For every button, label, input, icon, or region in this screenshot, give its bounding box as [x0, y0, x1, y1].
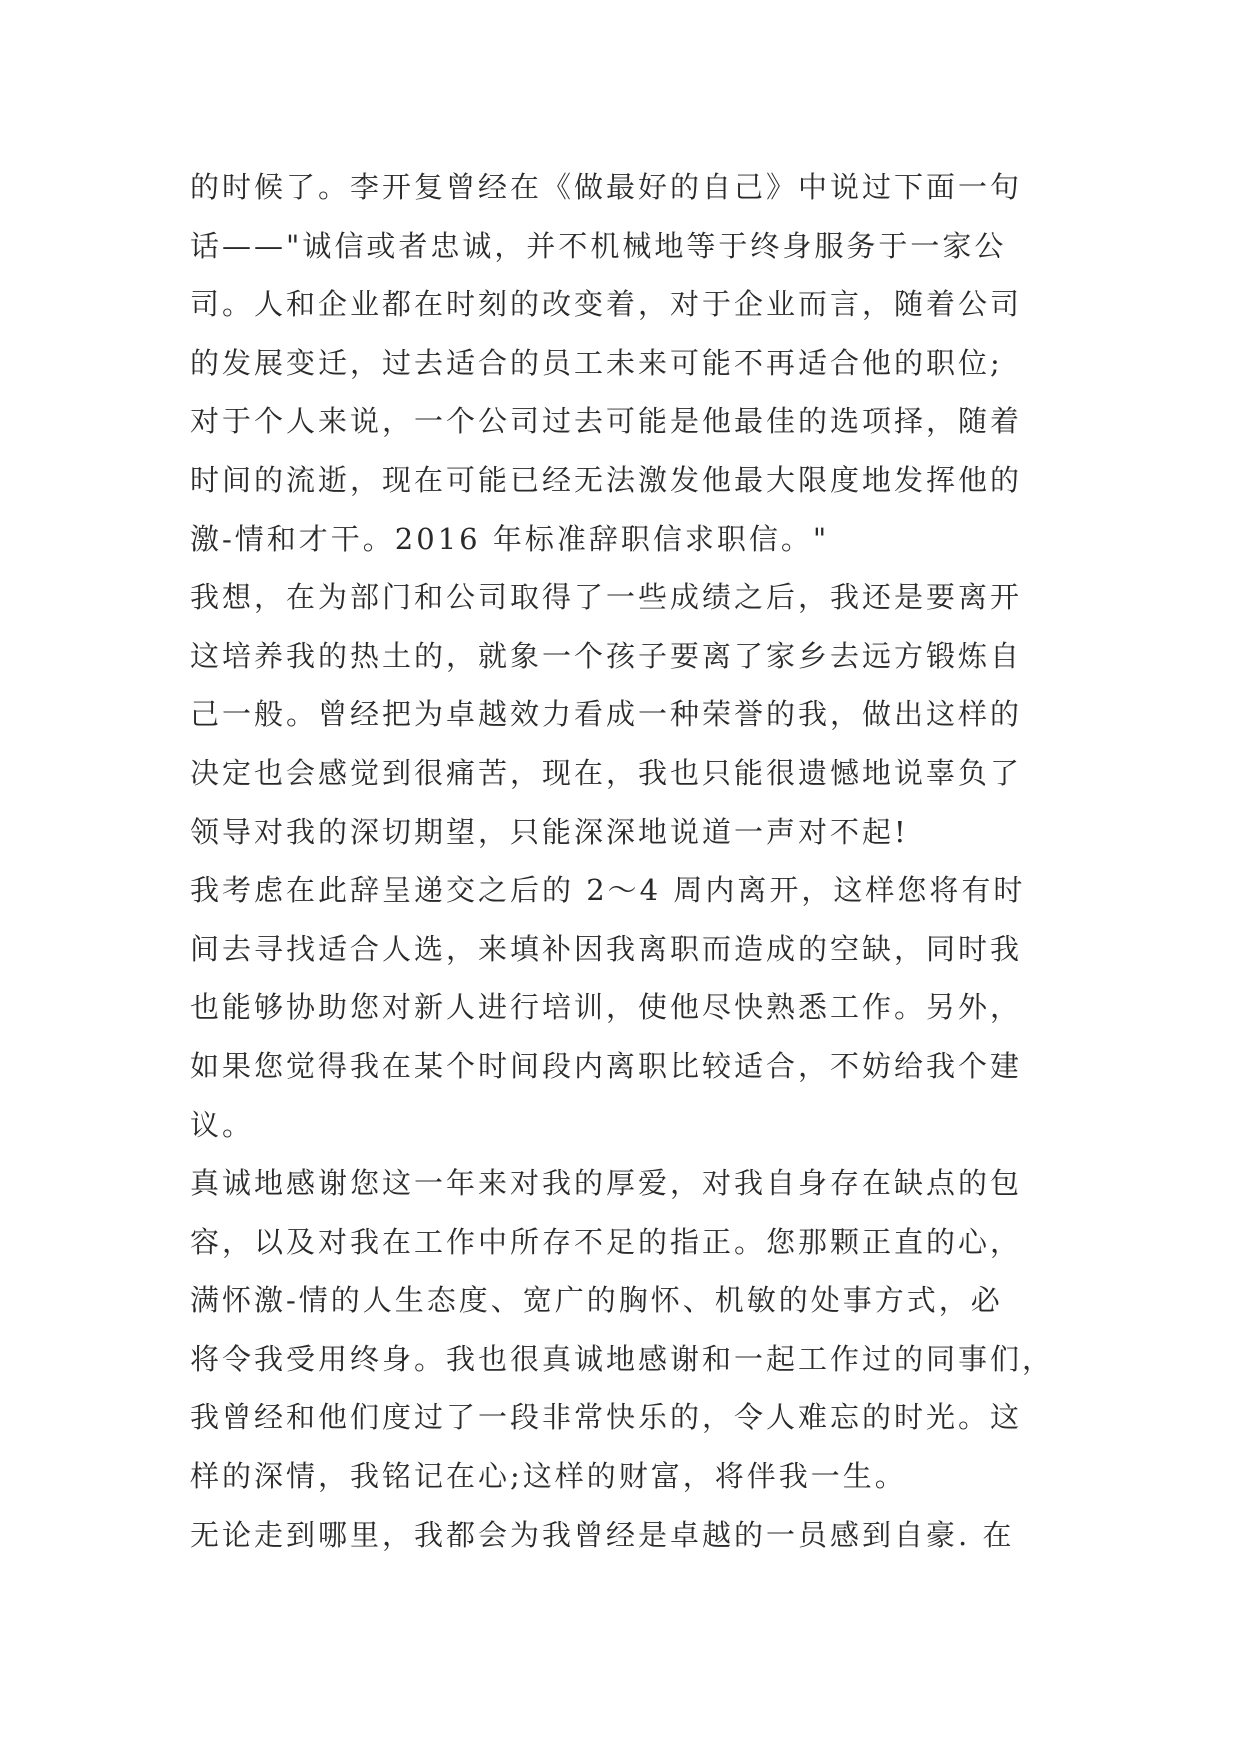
text-line: 己一般。曾经把为卓越效力看成一种荣誉的我，做出这样的: [190, 697, 1023, 732]
text-line: 将令我受用终身。我也很真诚地感谢和一起工作过的同事们，: [190, 1341, 1055, 1376]
text-line: 决定也会感觉到很痛苦，现在，我也只能很遗憾地说辜负了: [190, 755, 1023, 790]
document-body: [190, 158, 1070, 1564]
text-line: 我曾经和他们度过了一段非常快乐的，令人难忘的时光。这: [190, 1400, 1023, 1435]
text-line: 满怀激-情的人生态度、宽广的胸怀、机敏的处事方式，必: [190, 1283, 1003, 1318]
text-line: 对于个人来说，一个公司过去可能是他最佳的选项择，随着: [190, 404, 1023, 439]
text-line: 激-情和才干。2016 年标准辞职信求职信。": [190, 521, 830, 556]
text-line: 样的深情，我铭记在心;这样的财富，将伴我一生。: [190, 1459, 907, 1494]
text-line: 也能够协助您对新人进行培训，使他尽快熟悉工作。另外，: [190, 990, 1023, 1025]
text-line: 如果您觉得我在某个时间段内离职比较适合，不妨给我个建: [190, 1048, 1023, 1083]
text-line: 我想，在为部门和公司取得了一些成绩之后，我还是要离开: [190, 580, 1023, 615]
text-line: 的时候了。李开复曾经在《做最好的自己》中说过下面一句: [190, 170, 1023, 204]
text-line: 我考虑在此辞呈递交之后的 2～4 周内离开，这样您将有时: [190, 873, 1026, 908]
text-line: 真诚地感谢您这一年来对我的厚爱，对我自身存在缺点的包: [190, 1166, 1023, 1201]
text-line: 议。: [190, 1107, 255, 1142]
text-line: 时间的流逝，现在可能已经无法激发他最大限度地发挥他的: [190, 462, 1023, 497]
text-line: 话——"诚信或者忠诚，并不机械地等于终身服务于一家公: [190, 228, 1007, 263]
text-line: 无论走到哪里，我都会为我曾经是卓越的一员感到自豪. 在: [190, 1517, 1015, 1552]
text-line: 容，以及对我在工作中所存不足的指正。您那颗正直的心，: [190, 1224, 1023, 1259]
text-line: 间去寻找适合人选，来填补因我离职而造成的空缺，同时我: [190, 931, 1023, 966]
text-line: 司。人和企业都在时刻的改变着，对于企业而言，随着公司: [190, 287, 1023, 322]
text-line: 的发展变迁，过去适合的员工未来可能不再适合他的职位;: [190, 345, 1003, 380]
text-line: 领导对我的深切期望，只能深深地说道一声对不起!: [190, 814, 909, 849]
text-line: 这培养我的热土的，就象一个孩子要离了家乡去远方锻炼自: [190, 638, 1023, 673]
